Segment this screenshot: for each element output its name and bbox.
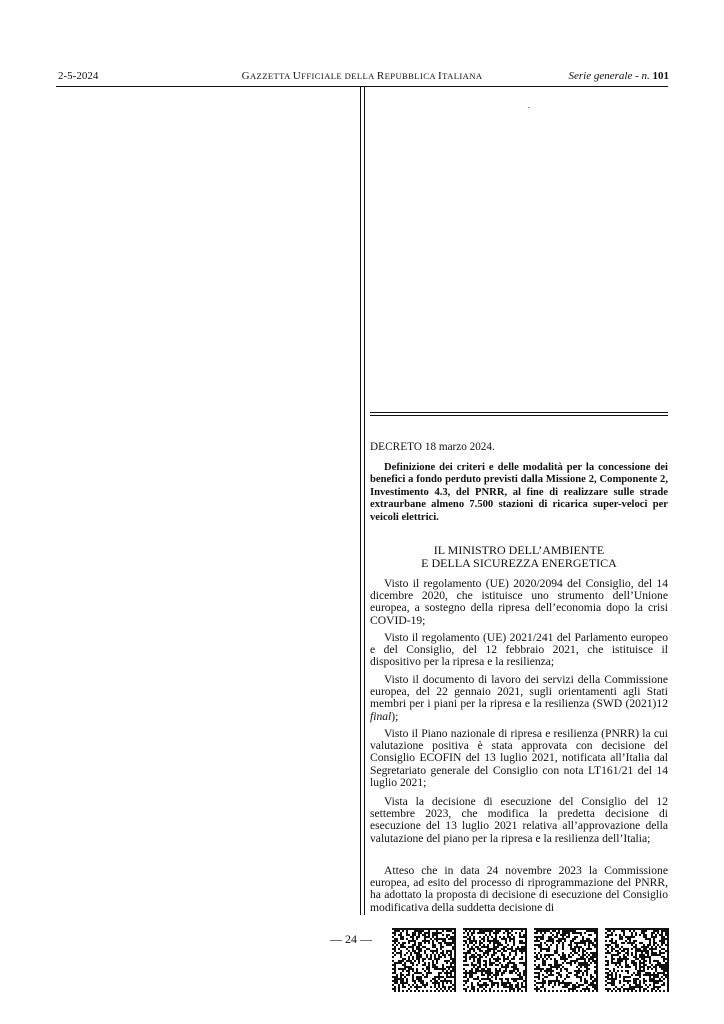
header-divider [56,86,668,87]
page-number: — 24 — [330,932,372,946]
series-number: 101 [652,70,669,82]
qr-code-icon [605,928,669,992]
qr-code-icon [392,928,456,992]
paragraph-1: Visto il regolamento (UE) 2020/2094 del Consiglio, del 14 dicembre 2020, che istituisce uno strumento dell’Unione europea, a sostegno della ripresa dell’economia dopo la crisi COVID-19; [370,577,668,627]
series-label: Serie generale - n. [568,70,650,82]
paragraph-2: Visto il regolamento (UE) 2021/241 del Parlamento europeo e del Consiglio, del 12 febbraio 2021, che istituisce il dispositivo per la ripresa e la resilienza; [370,631,668,669]
paragraph-6: Atteso che in data 24 novembre 2023 la Commissione europea, ad esito del processo di riprogrammazione del PNRR, ha adottato la proposta di decisione di esecuzione del Consiglio modificativa della suddetta decisione di [370,864,668,914]
section-divider-top [370,412,668,413]
qr-code-icon [534,928,598,992]
column-divider-inner [364,87,365,915]
decree-heading: DECRETO 18 marzo 2024. [370,441,495,453]
header-date: 2-5-2024 [58,70,99,82]
scan-speck [528,107,530,108]
paragraph-3: Visto il documento di lavoro dei servizi della Commissione europea, del 22 gennaio 2021, sugli orientamenti agli Stati membri per i piani per la ripresa e la resilienza (SWD (2021)12 final); [370,673,668,723]
paragraph-4: Visto il Piano nazionale di ripresa e resilienza (PNRR) la cui valutazione positiva è stata approvata con decisione del Consiglio ECOFIN del 13 luglio 2021, notificata all’Italia dal Segretariato generale del Consiglio con nota LT161/21 del 14 luglio 2021; [370,727,668,789]
decree-abstract: Definizione dei criteri e delle modalità per la concessione dei benefici a fondo perduto previsti dalla Missione 2, Componente 2, Investimento 4.3, del PNRR, al fine di realizzare sulle strade extraurbane almeno 7.500 stazioni di ricarica super-veloci per veicoli elettrici. [370,462,668,523]
minister-title: IL MINISTRO DELL’AMBIENTE E DELLA SICUREZZA ENERGETICA [421,543,617,570]
column-divider [360,87,361,915]
qr-code-icon [463,928,527,992]
paragraph-5: Vista la decisione di esecuzione del Consiglio del 12 settembre 2023, che modifica la predetta decisione di esecuzione del 13 luglio 2021 relativa all’approvazione della valutazione del piano per la ripresa e la resilienza dell’Italia; [370,795,668,845]
section-divider-bottom [370,415,668,416]
gazette-title: GAZZETTA UFFICIALE DELLA REPUBBLICA ITALIANA [241,70,483,82]
series-info [569,70,670,82]
